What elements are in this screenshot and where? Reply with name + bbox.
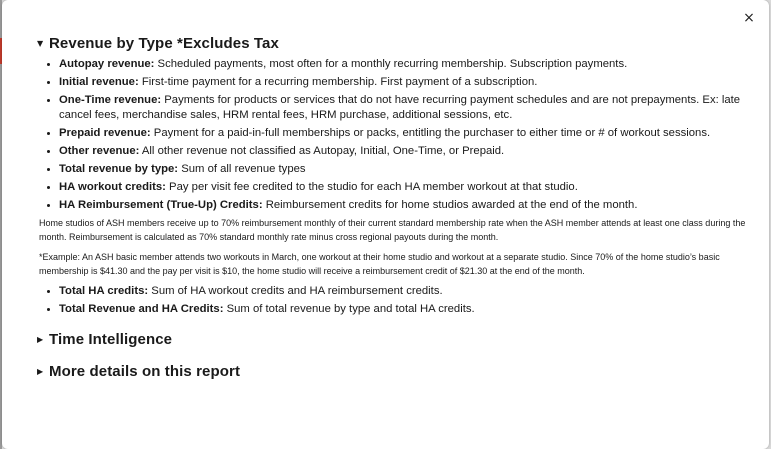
list-item [59, 180, 749, 195]
caret-right-icon: ▶ [37, 366, 44, 376]
description: Payment for a paid-in-full memberships or packs, entitling the purchaser to either time or # of workout sessions. [150, 126, 711, 139]
list-item [59, 93, 749, 122]
example-note: *Example: An ASH basic member attends two workouts in March, one workout at their home studio and workout at a separate studio. Since 70% of the home studio’s basic membership is $41.30 and the pay per visit is $10, the home studio will receive a reimbursement credit of $21.30 at the end of the month. [39, 251, 720, 276]
term: Total Revenue and HA Credits: [59, 302, 224, 315]
list-item [59, 198, 749, 213]
section-header-more-details[interactable] [37, 360, 749, 382]
description: Sum of HA workout credits and HA reimbursement credits. [148, 284, 443, 297]
modal-content [37, 32, 749, 382]
list-item [59, 144, 749, 159]
caret-right-icon: ▶ [37, 334, 44, 344]
section-header-time-intelligence[interactable] [37, 328, 749, 350]
caret-down-icon: ▼ [37, 38, 44, 48]
definitions-modal [2, 0, 769, 449]
definition-list [37, 57, 749, 212]
term: Autopay revenue: [59, 58, 155, 70]
term: Total revenue by type: [59, 162, 179, 175]
list-item [59, 302, 749, 317]
description: Sum of all revenue types [178, 162, 306, 175]
section-title-more-details: More details on this report [49, 362, 241, 380]
description: Scheduled payments, most often for a monthly recurring membership. Subscription payments. [154, 58, 628, 70]
list-item [59, 284, 749, 299]
description: All other revenue not classified as Autopay, Initial, One-Time, or Prepaid. [139, 144, 505, 157]
description: First-time payment for a recurring membership. First payment of a subscription. [138, 76, 538, 88]
list-item [59, 162, 749, 177]
description: Reimbursement credits for home studios awarded at the end of the month. [262, 198, 638, 211]
list-item [59, 57, 749, 72]
term: HA workout credits: [59, 180, 166, 193]
description: Sum of total revenue by type and total HA credits. [223, 302, 475, 315]
close-button[interactable]: × [741, 9, 757, 27]
list-item [59, 75, 749, 90]
list-item [59, 126, 749, 141]
section-header-revenue[interactable] [37, 32, 749, 54]
section-title-time-intelligence: Time Intelligence [49, 330, 173, 348]
term: Total HA credits: [59, 284, 149, 297]
definition-list-totals [37, 284, 749, 317]
term: HA Reimbursement (True-Up) Credits: [59, 198, 263, 211]
reimbursement-note: Home studios of ASH members receive up to 70% reimbursement monthly of their current standard membership rate when the ASH member attends at least one class during the month. Reimbursement is calculated as 70% standard monthly rate minus cross regional payouts during the month. [39, 217, 746, 242]
term: One-Time revenue: [59, 94, 162, 106]
term: Other revenue: [59, 144, 140, 157]
description: Pay per visit fee credited to the studio for each HA member workout at that studio. [165, 180, 578, 193]
description: Payments for products or services that do not have recurring payment schedules and are not prepayments. Ex: late cancel fees, merchandise sales, HRM rental fees, HRM purchase, additional sessions, etc. [59, 94, 741, 121]
term: Prepaid revenue: [59, 126, 151, 139]
section-title-revenue: Revenue by Type *Excludes Tax [49, 34, 279, 52]
term: Initial revenue: [59, 76, 139, 88]
